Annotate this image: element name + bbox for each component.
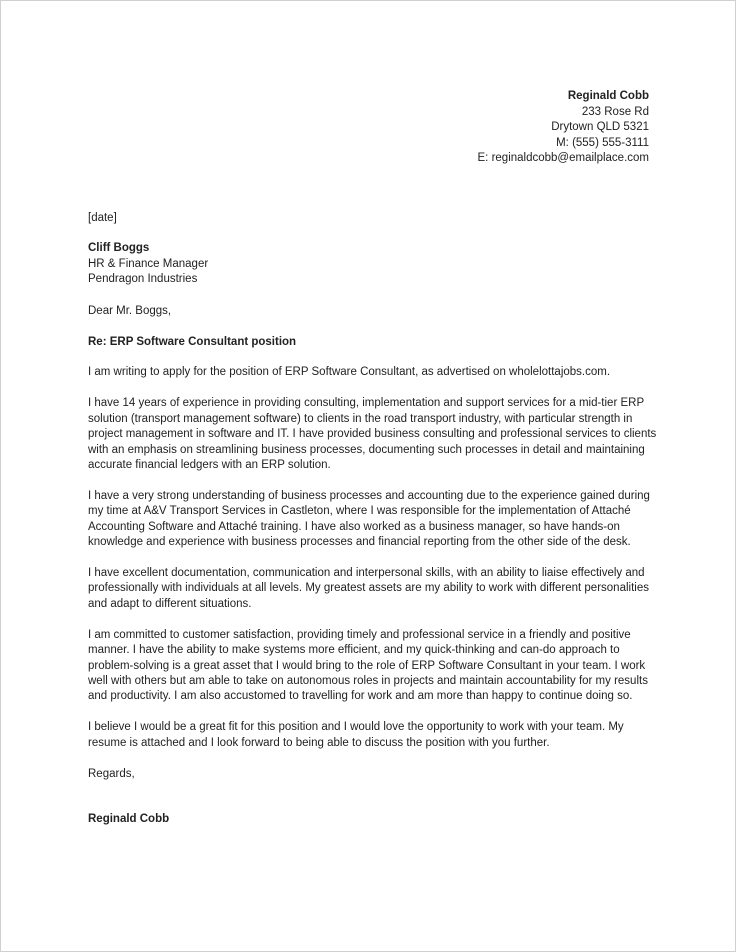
sender-address-line-1: 233 Rose Rd [581,105,649,118]
closing: Regards, [88,767,135,780]
paragraph-skills: I have excellent documentation, communication and interpersonal skills, with an ability to liaise effectively and professionally with individuals at all levels. My greatest assets are my ability to work with different personalities and adapt to different situations. [88,567,649,610]
paragraph-intro: I am writing to apply for the position of ERP Software Consultant, as advertised on wholelottajobs.com. [88,366,611,379]
sender-name: Reginald Cobb [567,90,649,102]
paragraph-conclusion: I believe I would be a great fit for this position and I would love the opportunity to work with your team. My resume is attached and I look forward to being able to discuss the position with you further. [88,721,624,749]
sender-address-line-2: Drytown QLD 5321 [551,121,649,133]
sender-email: E: reginaldcobb@emailplace.com [477,152,649,164]
salutation: Dear Mr. Boggs, [88,304,172,317]
paragraph-understanding: I have a very strong understanding of business processes and accounting due to the experience gained during my time at A&V Transport Services in Castleton, where I was responsible for the implementation of Attaché Accounting Software and Attaché training. I have also worked as a business manager, so have hands-on knowledge and experience with business processes and financial reporting from the other side of the desk. [88,489,650,549]
recipient-company: Pendragon Industries [88,273,198,286]
letter-body [88,211,658,827]
recipient-title: HR & Finance Manager [88,257,209,270]
letter-date: [date] [88,212,117,224]
sender-block [478,89,649,167]
recipient-block [88,241,658,287]
subject-line: Re: ERP Software Consultant position [88,335,297,348]
paragraph-commitment: I am committed to customer satisfaction, providing timely and professional service in a friendly and positive manner. I have the ability to make systems more efficient, and my quick-thinking and can-do approach to problem-solving is a great asset that I would bring to the role of ERP Software Consultant in your team. I work well with others but am able to take on autonomous roles in projects and maintain accountability for my results and productivity. I am also accustomed to travelling for work and am more than happy to continue doing so. [88,628,648,703]
paragraph-experience: I have 14 years of experience in providing consulting, implementation and support services for a mid-tier ERP solution (transport management software) to clients in the road transport industry, with particular strength in project management in software and IT. I have provided business consulting and professional services to clients with an emphasis on streamlining business processes, documenting such processes in detail and maintaining accurate financial ledgers with an ERP solution. [88,397,657,471]
signature-name: Reginald Cobb [88,812,170,825]
sender-phone: M: (555) 555-3111 [556,136,649,149]
recipient-name: Cliff Boggs [88,242,150,255]
